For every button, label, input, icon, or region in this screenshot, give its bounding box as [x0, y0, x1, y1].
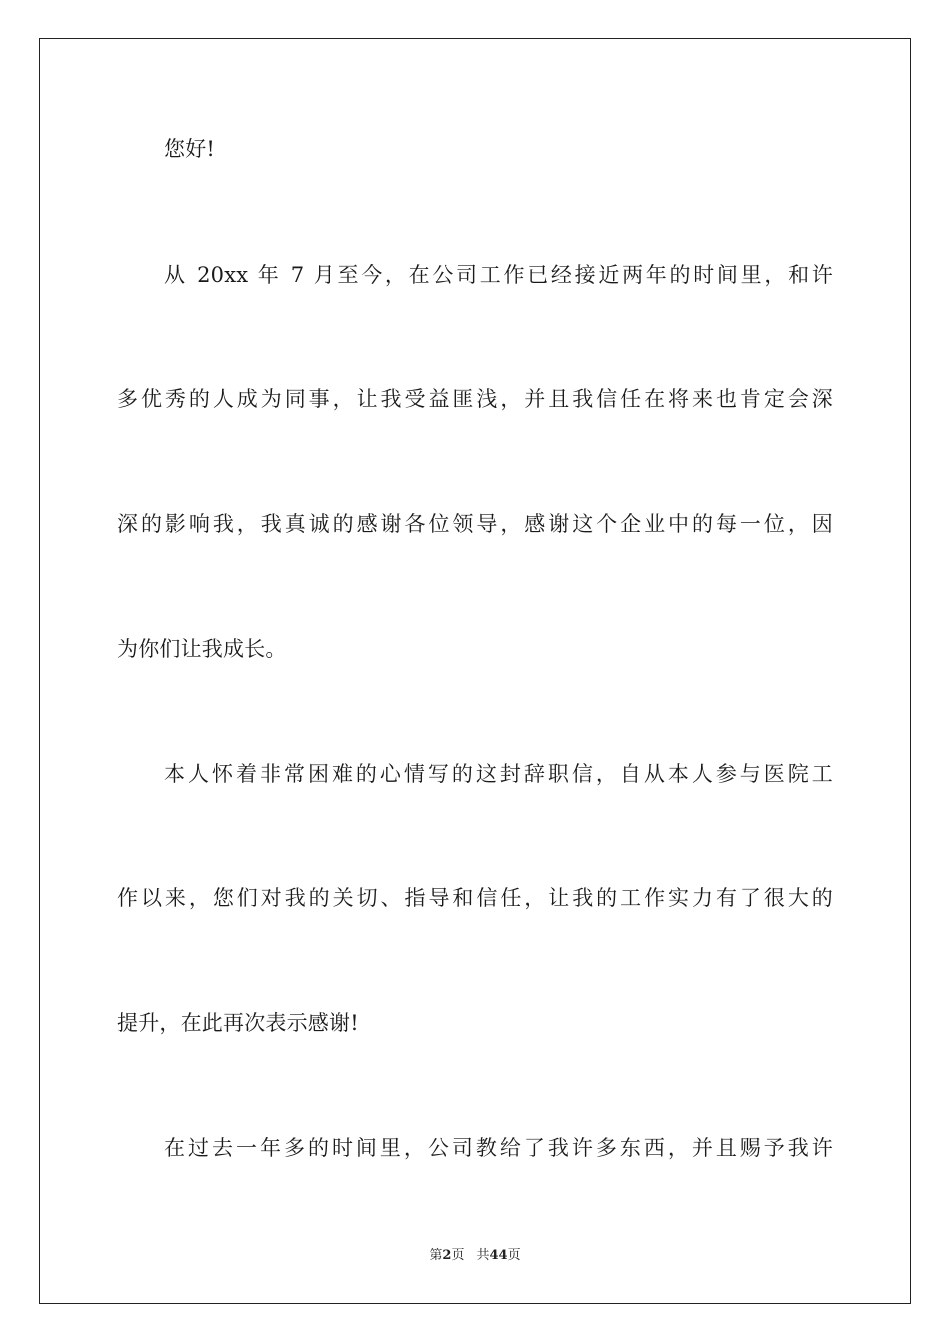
paragraph-line: 多优秀的人成为同事，让我受益匪浅，并且我信任在将来也肯定会深 — [117, 387, 833, 411]
paragraph-line: 深的影响我，我真诚的感谢各位领导，感谢这个企业中的每一位，因 — [117, 512, 833, 536]
page-border — [39, 38, 911, 1304]
paragraph-line: 在过去一年多的时间里，公司教给了我许多东西，并且赐予我许 — [164, 1136, 833, 1160]
paragraph-line: 为你们让我成长。 — [117, 637, 287, 661]
paragraph-line: 本人怀着非常困难的心情写的这封辞职信，自从本人参与医院工 — [164, 762, 833, 786]
total-pages: 44 — [489, 1248, 508, 1263]
paragraph-line: 从 20xx 年 7 月至今，在公司工作已经接近两年的时间里，和许 — [164, 263, 833, 287]
page-suffix: 页 — [451, 1248, 465, 1263]
paragraph-line: 提升，在此再次表示感谢! — [117, 1011, 359, 1035]
greeting: 您好! — [164, 137, 216, 161]
total-prefix: 共 — [476, 1248, 490, 1263]
paragraph-line: 作以来，您们对我的关切、指导和信任，让我的工作实力有了很大的 — [117, 886, 833, 910]
total-suffix: 页 — [507, 1248, 521, 1263]
page-number: 2 — [442, 1248, 452, 1263]
page-footer — [0, 1246, 950, 1266]
page-prefix: 第 — [429, 1248, 443, 1263]
